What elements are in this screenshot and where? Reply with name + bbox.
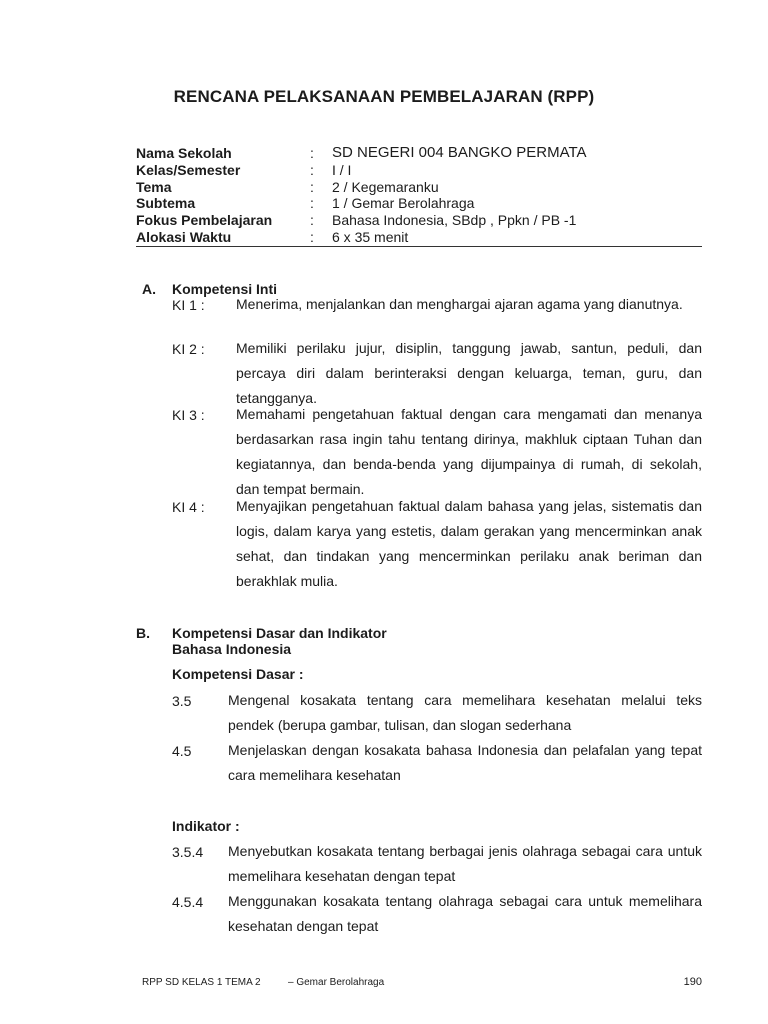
ki-text: Menyajikan pengetahuan faktual dalam bahasa yang jelas, sistematis dan logis, dalam karya yang estetis, dalam gerakan yang mencerminkan anak sehat, dan tindakan yang mencerminkan perilaku anak beriman dan berakhlak mulia. [236, 498, 702, 589]
identity-label: Alokasi Waktu [136, 228, 232, 245]
page-number: 190 [683, 976, 702, 988]
identity-row [136, 195, 702, 212]
identity-value: 2 / Kegemaranku [332, 178, 439, 195]
identity-label: Kelas/Semester [136, 161, 241, 178]
ki-text: Memahami pengetahuan faktual dengan cara mengamati dan menanya berdasarkan rasa ingin tahu tentang dirinya, makhluk ciptaan Tuhan dan kegiatannya, dan benda-benda yang dijumpainya di rumah, di sekolah, dan tempat bermain. [236, 406, 702, 497]
section-letter: B. [136, 625, 150, 641]
identity-label: Nama Sekolah [136, 145, 232, 161]
divider [136, 246, 702, 247]
section-letter: A. [142, 281, 156, 297]
identity-colon: : [310, 228, 314, 245]
identity-label: Fokus Pembelajaran [136, 212, 273, 229]
ki-text: Menerima, menjalankan dan menghargai ajaran agama yang dianutnya. [236, 296, 683, 312]
kd-text: Mengenal kosakata tentang cara memelihara kesehatan melalui teks pendek (berupa gambar, tulisan, dan slogan sederhana [228, 692, 702, 733]
identity-row [136, 162, 702, 179]
indicator-text: Menyebutkan kosakata tentang berbagai jenis olahraga sebagai cara untuk memelihara kesehatan dengan tepat [228, 843, 702, 884]
indicator-text: Menggunakan kosakata tentang olahraga sebagai cara untuk memelihara kesehatan dengan tepat [228, 893, 702, 934]
identity-colon: : [310, 161, 314, 178]
ki-text: Memiliki perilaku jujur, disiplin, tanggung jawab, santun, peduli, dan percaya diri dalam berinteraksi dengan keluarga, teman, guru, dan tetangganya. [236, 340, 702, 406]
identity-colon: : [310, 212, 314, 229]
ki-code: KI 4 : [172, 499, 205, 515]
identity-label: Tema [136, 178, 172, 195]
section-heading: Kompetensi Inti [172, 281, 278, 297]
ki-code: KI 3 : [172, 407, 205, 423]
identity-value: I / I [332, 161, 352, 178]
indicator-number: 4.5.4 [172, 894, 204, 910]
identity-label: Subtema [136, 195, 196, 212]
identity-value: 1 / Gemar Berolahraga [332, 195, 475, 212]
identity-colon: : [310, 178, 314, 195]
page-title: RENCANA PELAKSANAAN PEMBELAJARAN (RPP) [173, 87, 595, 106]
subject-heading: Bahasa Indonesia [172, 641, 292, 657]
kd-number: 4.5 [172, 743, 192, 759]
identity-row [136, 212, 702, 229]
identity-value: 6 x 35 menit [332, 228, 409, 245]
kd-number: 3.5 [172, 693, 192, 709]
identity-value: Bahasa Indonesia, SBdp , Ppkn / PB -1 [332, 212, 577, 229]
ki-code: KI 2 : [172, 341, 205, 357]
section-heading: Kompetensi Dasar dan Indikator [172, 625, 387, 641]
ki-code: KI 1 : [172, 297, 205, 313]
kd-text: Menjelaskan dengan kosakata bahasa Indonesia dan pelafalan yang tepat cara memelihara kesehatan [228, 742, 702, 783]
identity-colon: : [310, 195, 314, 212]
identity-row [136, 145, 702, 162]
identity-value: SD NEGERI 004 BANGKO PERMATA [332, 144, 587, 161]
identity-row [136, 229, 702, 246]
footer-left: RPP SD KELAS 1 TEMA 2 [142, 977, 261, 988]
kd-heading: Kompetensi Dasar : [172, 666, 304, 682]
identity-row [136, 179, 702, 196]
footer-subtitle: – Gemar Berolahraga [288, 977, 385, 988]
indicator-number: 3.5.4 [172, 844, 204, 860]
identity-colon: : [310, 145, 314, 161]
identity-table [136, 145, 702, 246]
indicator-heading: Indikator : [172, 818, 240, 834]
